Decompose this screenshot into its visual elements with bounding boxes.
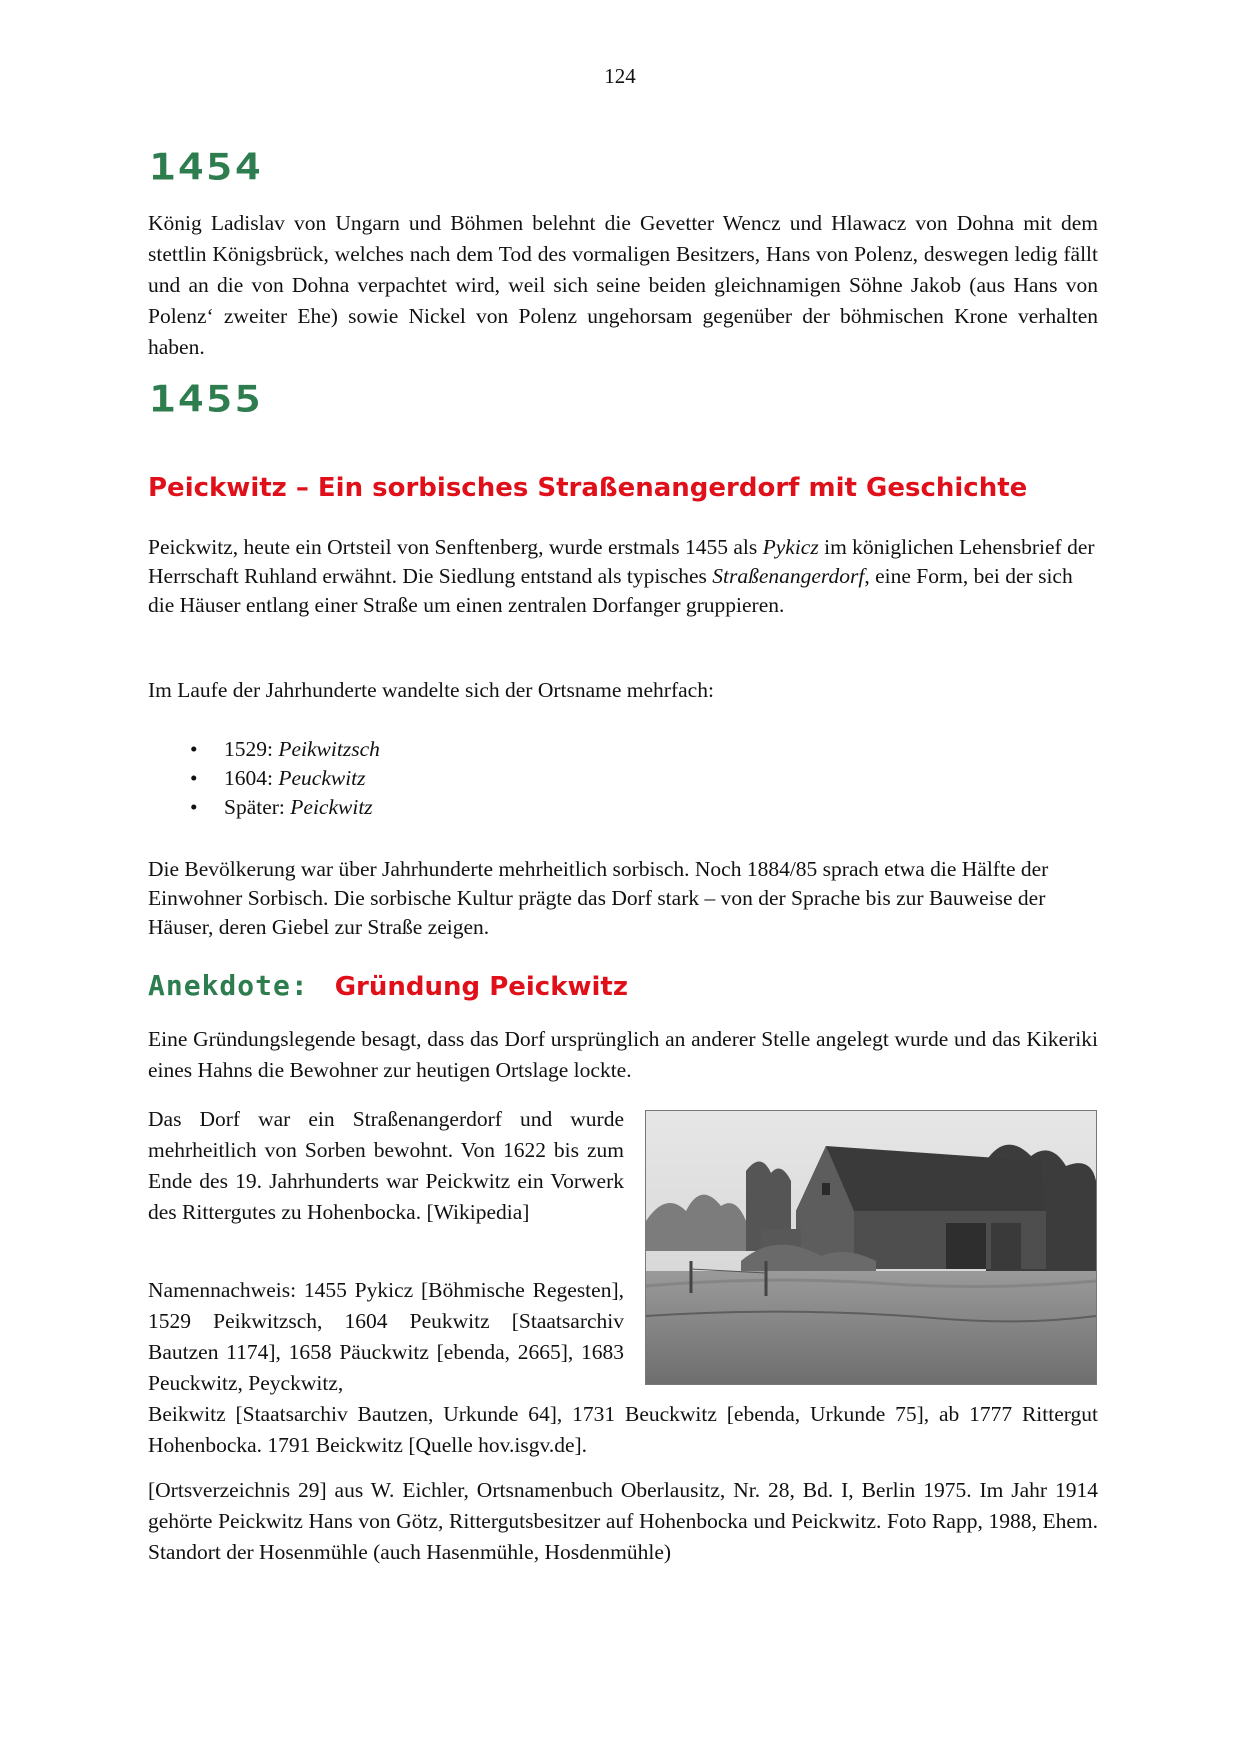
name-pykicz: Pykicz: [762, 535, 819, 559]
intro-text-3: , eine Form, bei der sich die Häuser entlang einer Straße um einen zentralen Dorfanger gruppieren.: [148, 564, 1073, 617]
intro-text-2: im königlichen Lehensbrief der Herrschaft Ruhland erwähnt. Die Siedlung entstand als typisches: [148, 535, 1095, 588]
list-item-name: Peikwitzsch: [278, 737, 380, 761]
list-item-prefix: Später:: [224, 795, 291, 819]
term-strassenangerdorf: Straßenangerdorf: [712, 564, 865, 588]
year-heading-1455: 1455: [149, 378, 263, 421]
list-item: [148, 735, 380, 764]
bullet-icon: •: [190, 737, 198, 761]
paragraph-1454: König Ladislav von Ungarn und Böhmen belehnt die Gevetter Wencz und Hlawacz von Dohna mit dem stettlin Königsbrück, welches nach dem Tod des vormaligen Besitzers, Hans von Polenz, deswegen ledig fällt und an die von Dohna verpachtet wird, weil sich seine beiden gleichnamigen Söhne Jakob (aus Hans von Polenz‘ zweiter Ehe) sowie Nickel von Polenz ungehorsam gegenüber der böhmischen Krone verhalten haben.: [148, 211, 1098, 359]
anecdote-label: Anekdote:: [148, 969, 309, 1002]
anecdote-heading: [148, 968, 628, 1009]
source-paragraph: [Ortsverzeichnis 29] aus W. Eichler, Ortsnamenbuch Oberlausitz, Nr. 28, Bd. I, Berlin 1975. Im Jahr 1914 gehörte Peickwitz Hans von Götz, Rittergutsbesitzer auf Hohenbocka und Peickwitz. Foto Rapp, 1988, Ehem. Standort der Hosenmühle (auch Hasenmühle, Hosdenmühle): [148, 1478, 1098, 1564]
list-item-name: Peickwitz: [290, 795, 373, 819]
farmhouse-photo-image: [646, 1111, 1096, 1384]
farmhouse-photo: [645, 1110, 1097, 1385]
population-paragraph: Die Bevölkerung war über Jahrhunderte mehrheitlich sorbisch. Noch 1884/85 sprach etwa die Hälfte der Einwohner Sorbisch. Die sorbische Kultur prägte das Dorf stark – von der Sprache bis zur Bauweise der Häuser, deren Giebel zur Straße zeigen.: [148, 857, 1049, 939]
section-title: Peickwitz – Ein sorbisches Straßenangerdorf mit Geschichte: [148, 473, 1028, 503]
name-history-list: [148, 735, 380, 822]
page-number: 124: [604, 64, 636, 88]
bullet-icon: •: [190, 766, 198, 790]
namennachweis-paragraph: Namennachweis: 1455 Pykicz [Böhmische Regesten], 1529 Peikwitzsch, 1604 Peukwitz [Staatsarchiv Bautzen 1174], 1658 Päuckwitz [ebenda, 2665], 1683 Peuckwitz, Peyckwitz,: [148, 1278, 624, 1395]
namennachweis-continued: Beikwitz [Staatsarchiv Bautzen, Urkunde 64], 1731 Beuckwitz [ebenda, Urkunde 75], ab 1777 Rittergut Hohenbocka. 1791 Beickwitz [Quelle hov.isgv.de].: [148, 1402, 1098, 1457]
intro-paragraph: [148, 533, 1098, 620]
list-item: [148, 764, 380, 793]
bullet-icon: •: [190, 795, 198, 819]
list-item-prefix: 1529:: [224, 737, 279, 761]
list-item-name: Peuckwitz: [278, 766, 366, 790]
anecdote-title: Gründung Peickwitz: [334, 972, 628, 1002]
list-item-prefix: 1604:: [224, 766, 279, 790]
year-heading-1454: 1454: [149, 146, 263, 189]
list-item: [148, 793, 380, 822]
name-change-intro: Im Laufe der Jahrhunderte wandelte sich der Ortsname mehrfach:: [148, 678, 714, 702]
intro-text-1: Peickwitz, heute ein Ortsteil von Senftenberg, wurde erstmals 1455 als: [148, 535, 763, 559]
wikipedia-paragraph: Das Dorf war ein Straßenangerdorf und wurde mehrheitlich von Sorben bewohnt. Von 1622 bis zum Ende des 19. Jahrhunderts war Peickwitz ein Vorwerk des Rittergutes zu Hohenbocka. [Wikipedia]: [148, 1107, 624, 1224]
anecdote-text: Eine Gründungslegende besagt, dass das Dorf ursprünglich an anderer Stelle angelegt wurde und das Kikeriki eines Hahns die Bewohner zur heutigen Ortslage lockte.: [148, 1027, 1098, 1082]
